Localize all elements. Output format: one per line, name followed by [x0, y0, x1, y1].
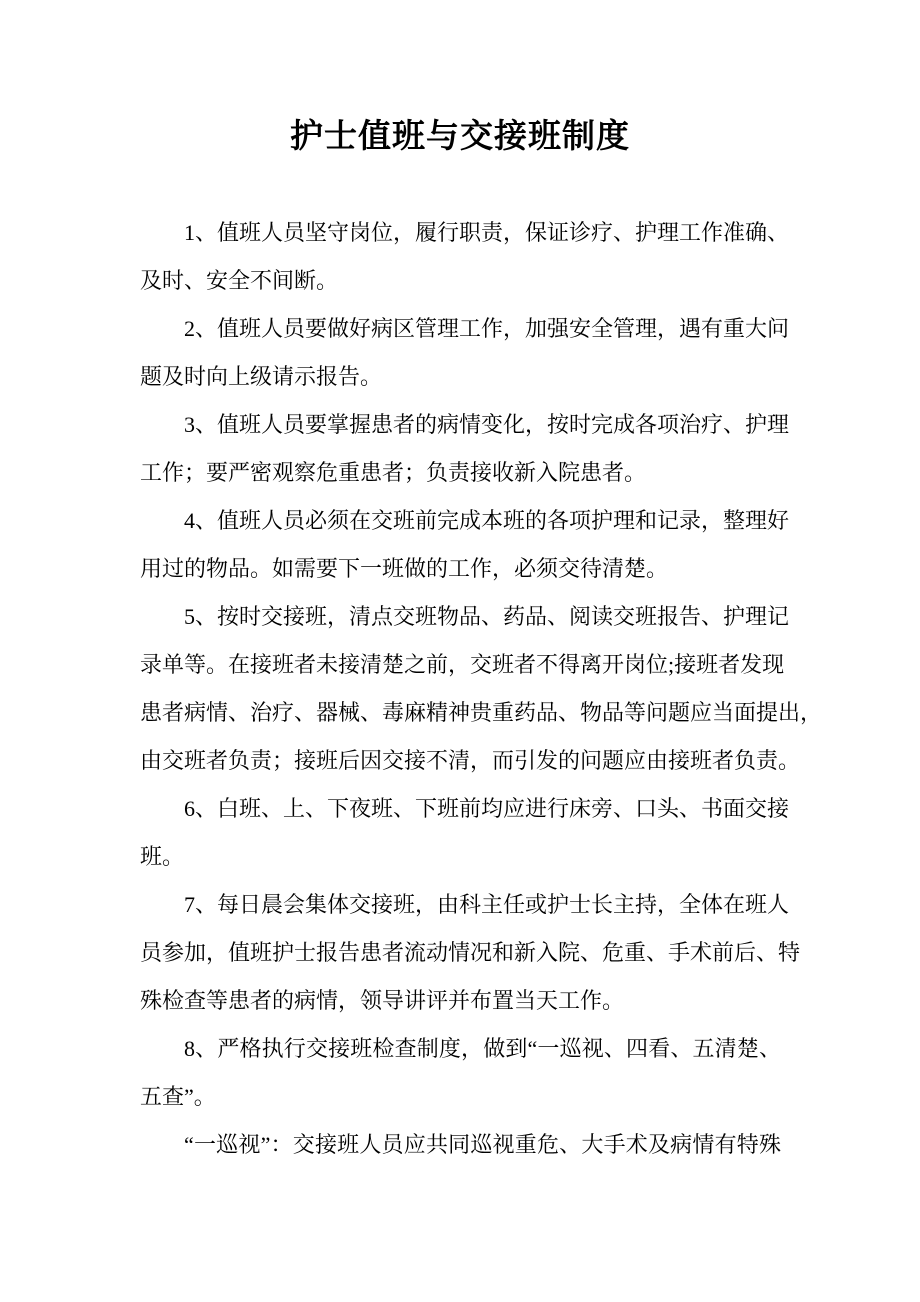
document-title: 护士值班与交接班制度 — [290, 119, 630, 155]
paragraph-line: 3、值班人员要掌握患者的病情变化，按时完成各项治疗、护理 — [184, 412, 790, 437]
paragraph-line: 工作；要严密观察危重患者；负责接收新入院患者。 — [140, 460, 647, 485]
paragraph-line: 员参加，值班护士报告患者流动情况和新入院、危重、手术前后、特 — [140, 940, 801, 965]
paragraph-line: 殊检查等患者的病情，领导讲评并布置当天工作。 — [140, 988, 625, 1013]
paragraph — [140, 305, 790, 401]
paragraph-line: 4、值班人员必须在交班前完成本班的各项护理和记录，整理好 — [184, 508, 790, 533]
paragraph — [140, 785, 790, 881]
paragraph-line: 题及时向上级请示报告。 — [140, 364, 383, 389]
paragraph-line: 5、按时交接班，清点交班物品、药品、阅读交班报告、护理记 — [184, 604, 790, 629]
paragraph — [140, 497, 790, 593]
paragraph-line: 7、每日晨会集体交接班，由科主任或护士长主持，全体在班人 — [184, 892, 790, 917]
paragraph-line: 8、严格执行交接班检查制度，做到“一巡视、四看、五清楚、 — [184, 1036, 781, 1061]
paragraph-line: 6、白班、上、下夜班、下班前均应进行床旁、口头、书面交接 — [184, 796, 790, 821]
paragraph — [140, 881, 801, 1025]
paragraph-line: 患者病情、治疗、器械、毒麻精神贵重药品、物品等问题应当面提出， — [140, 700, 823, 725]
paragraph-line: 用过的物品。如需要下一班做的工作，必须交待清楚。 — [140, 556, 669, 581]
document-body — [140, 209, 823, 1169]
paragraph-line: 2、值班人员要做好病区管理工作，加强安全管理，遇有重大问 — [184, 316, 790, 341]
paragraph-line: 由交班者负责；接班后因交接不清，而引发的问题应由接班者负责。 — [140, 748, 801, 773]
paragraph-line: “一巡视”：交接班人员应共同巡视重危、大手术及病情有特殊 — [184, 1132, 781, 1157]
paragraph-line: 班。 — [140, 844, 185, 869]
paragraph-line: 五查”。 — [140, 1084, 216, 1109]
paragraph — [140, 401, 790, 497]
paragraph — [140, 1025, 781, 1121]
paragraph-line: 录单等。在接班者未接清楚之前，交班者不得离开岗位;接班者发现 — [140, 652, 785, 677]
paragraph — [140, 209, 790, 305]
paragraph — [140, 1121, 781, 1169]
paragraph-line: 1、值班人员坚守岗位，履行职责，保证诊疗、护理工作准确、 — [184, 220, 790, 245]
paragraph — [140, 593, 823, 785]
paragraph-line: 及时、安全不间断。 — [140, 268, 339, 293]
